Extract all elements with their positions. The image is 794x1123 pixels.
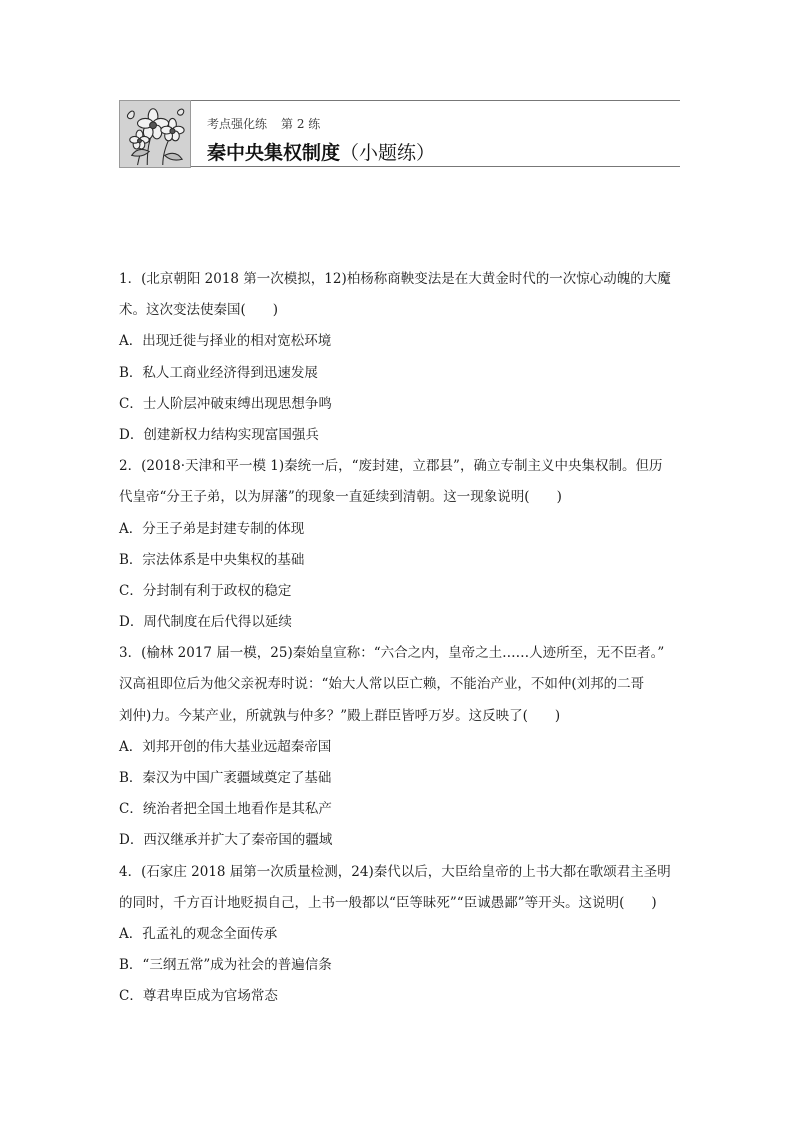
title-main: 秦中央集权制度 xyxy=(207,142,341,164)
question-3-option-d: D．西汉继承并扩大了秦帝国的疆域 xyxy=(119,832,333,849)
header-top-rule xyxy=(191,100,680,101)
question-list xyxy=(119,268,680,1017)
question-2-option-c: C．分封制有利于政权的稳定 xyxy=(119,582,292,599)
question-1-stem-line-1: 1．(北京朝阳 2018 第一次模拟，12)柏杨称商鞅变法是在大黄金时代的一次惊心动魄的大魔 xyxy=(119,271,671,287)
question-3-option-b: B．秦汉为中国广袤疆域奠定了基础 xyxy=(119,770,332,786)
question-1-option-b: B．私人工商业经济得到迅速发展 xyxy=(119,364,318,381)
question-4-option-a: A．孔孟礼的观念全面传承 xyxy=(119,925,278,942)
question-4-stem-line-2: 的同时，千方百计地贬损自己，上书一般都以“臣等昧死”“臣诚愚鄙”等开头。这说明( ) xyxy=(119,894,657,911)
header-subtitle xyxy=(207,115,320,132)
question-4-option-c: C．尊君卑臣成为官场常态 xyxy=(119,988,278,1005)
header-bottom-rule xyxy=(191,166,680,167)
question-3-option-a: A．刘邦开创的伟大基业远超秦帝国 xyxy=(119,738,332,755)
question-1-option-a: A．出现迁徙与择业的相对宽松环境 xyxy=(119,333,332,350)
title-paren: （小题练） xyxy=(340,142,436,164)
flower-icon xyxy=(119,100,191,168)
question-1-option-d: D．创建新权力结构实现富国强兵 xyxy=(119,426,319,443)
question-1-stem-line-2: 术。这次变法使秦国( ) xyxy=(119,302,279,319)
question-2-stem-line-1: 2．(2018·天津和平一模 1)秦统一后，“废封建，立郡县”，确立专制主义中央集权制。但历 xyxy=(119,458,663,475)
question-2-option-d: D．周代制度在后代得以延续 xyxy=(119,614,292,631)
page-header xyxy=(119,100,680,168)
question-2-option-b: B．宗法体系是中央集权的基础 xyxy=(119,551,305,568)
page-title xyxy=(207,138,435,165)
question-1-option-c: C．士人阶层冲破束缚出现思想争鸣 xyxy=(119,395,332,412)
question-3-option-c: C．统治者把全国土地看作是其私产 xyxy=(119,801,332,818)
question-4-option-b: B．“三纲五常”成为社会的普遍信条 xyxy=(119,957,332,974)
question-3-stem-line-2: 汉高祖即位后为他父亲祝寿时说：“始大人常以臣亡赖，不能治产业，不如仲(刘邦的二哥 xyxy=(119,676,645,693)
practice-label: 第 2 练 xyxy=(281,117,321,131)
question-4-stem-line-1: 4．(石家庄 2018 届第一次质量检测，24)秦代以后，大臣给皇帝的上书大都在歌颂君主圣明 xyxy=(119,863,671,880)
question-3-stem-line-3: 刘仲)力。今某产业，所就孰与仲多？”殿上群臣皆呼万岁。这反映了( ) xyxy=(119,707,561,724)
question-2-option-a: A．分王子弟是封建专制的体现 xyxy=(119,520,305,537)
question-3-stem-line-1: 3．(榆林 2017 届一模，25)秦始皇宣称：“六合之内，皇帝之土……人迹所至，无不臣者。” xyxy=(119,645,665,662)
section-label: 考点强化练 xyxy=(207,117,268,131)
question-2-stem-line-2: 代皇帝“分王子弟，以为屏藩”的现象一直延续到清朝。这一现象说明( ) xyxy=(119,489,562,506)
